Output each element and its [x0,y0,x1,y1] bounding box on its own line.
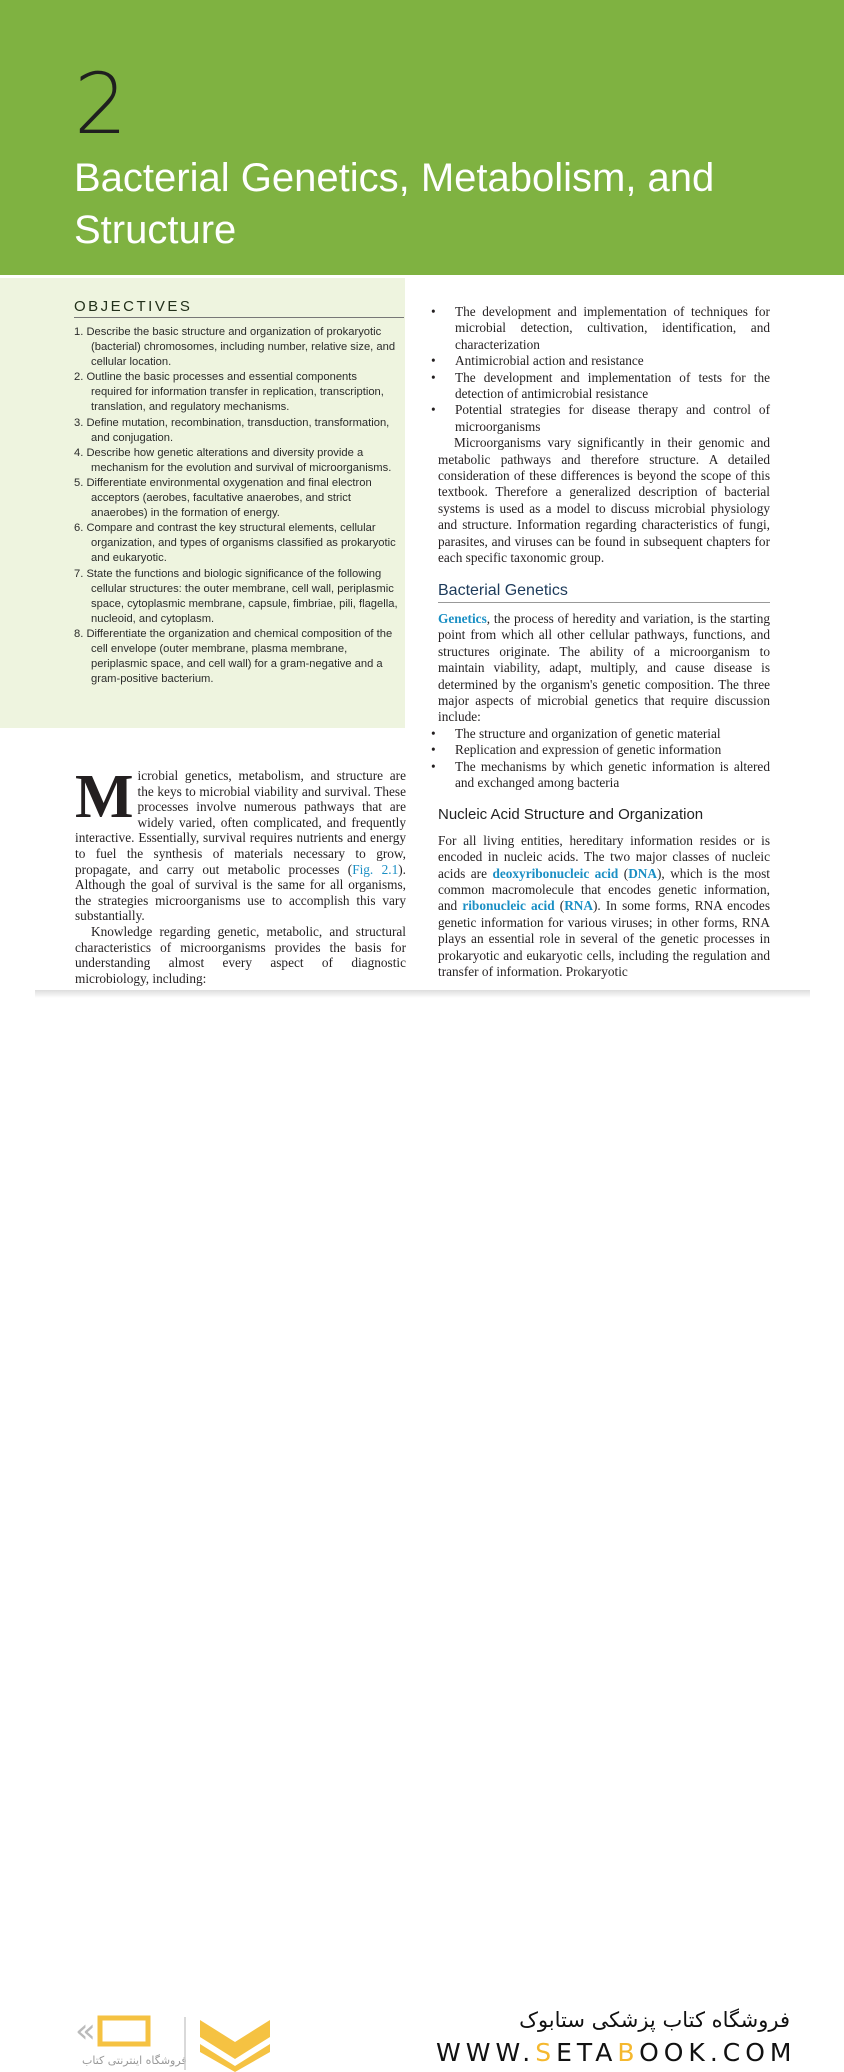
page-edge-shadow [35,990,810,998]
objective-item: 7. State the functions and biologic significance of the following cellular structures: the outer membrane, cell wall, periplasmic space, cytoplasmic membrane, capsule, fimbriae, pili, flagella, nucleoid, and cytoplasm. [74,567,398,625]
left-column [75,763,406,986]
objective-item: 1. Describe the basic structure and organization of prokaryotic (bacterial) chromosomes, including number, relative size, and cellular location. [74,326,396,369]
chapter-title: Bacterial Genetics, Metabolism, and Structure [74,156,715,252]
keyword-rna[interactable]: ribonucleic acid [462,898,555,914]
text: , the process of heredity and variation, is the starting point from which all other cellular pathways, functions, and structures originate. The ability of a microorganism to maintain viability, adapt, multiply, and cause disease is determined by the organism's genetic composition. The three major aspects of microbial genetics that require discussion include: [438,610,770,725]
svg-text:«: « [75,2012,96,2051]
list-item: • The mechanisms by which genetic information is altered and exchanged among bacteria [438,759,770,792]
store-url[interactable] [436,2038,796,2067]
list-item: • The structure and organization of genetic material [438,726,770,742]
right-column [438,304,770,980]
watermark-footer [0,998,844,2067]
text: ). In some forms, RNA encodes genetic information for various viruses; in other forms, RNA plays an essential role in several of the genetic processes in prokaryotic and eukaryotic cells, including the regulation and transfer of information. Prokaryotic [438,898,771,980]
url-part: ETA [556,2038,618,2067]
store-name: فروشگاه کتاب پزشکی ستابوک [519,2008,790,2032]
bullet-list [438,726,770,792]
list-item: • Potential strategies for disease therapy and control of microorganisms [438,402,770,435]
intro-paragraph [75,763,406,924]
text: For all living entities, hereditary information resides or is encoded in nucleic acids. The two major classes of nucleic acids are [438,832,770,881]
subsection-heading: Nucleic Acid Structure and Organization [438,806,704,824]
list-item: • Replication and expression of genetic information [438,742,770,758]
list-item: • Antimicrobial action and resistance [438,353,770,369]
abbr-rna: RNA [564,898,593,914]
objective-item: 3. Define mutation, recombination, transduction, transformation, and conjugation. [74,416,390,444]
text: ), which is the most common macromolecule that encodes genetic information, and [438,865,770,914]
chapter-number: 2 [74,55,128,153]
paragraph: Microorganisms vary significantly in their genomic and metabolic pathways and therefore structure. A detailed consideration of these differences is beyond the scope of this textbook. Therefore a generalized description of bacterial systems is used as a model to discuss microbial physiology and structure. Information regarding characteristics of fungi, parasites, and viruses can be found in subsequent chapters for each specific taxonomic group. [438,435,770,566]
paragraph [438,611,770,726]
paragraph: For all living entities, hereditary information resides or is encoded in nucleic acids. The two major classes of nucleic acids are deoxyribonucleic acid (DNA), which is the most common macromolecule that encodes genetic information, and ribonucleic acid (RNA). In some forms, RNA encodes genetic information for various viruses; in other forms, RNA plays an essential role in several of the genetic processes in prokaryotic and eukaryotic cells, including the regulation and transfer of information. Prokaryotic [438,832,771,980]
paragraph: Knowledge regarding genetic, metabolic, and structural characteristics of microorganisms provides the basis for understanding almost every aspect of diagnostic microbiology, including: [75,923,406,986]
chapter-header [0,0,844,275]
drop-cap: M [75,763,134,831]
bullet-list [438,304,770,435]
text: ). Although the goal of survival is the same for all organisms, the strategies microorganisms use to accomplish this vary substantially. [75,861,406,924]
objective-item: 2. Outline the basic processes and essential components required for information transfer in replication, transcription, translation, and regulatory mechanisms. [74,371,384,414]
objective-item: 8. Differentiate the organization and chemical composition of the cell envelope (outer membrane, plasma membrane, periplasmic space, and cell wall) for a gram-negative and a gram-positive bacterium. [74,627,393,686]
url-part: OOK.COM [639,2038,797,2067]
objectives-list [74,325,399,687]
list-item: • The development and implementation of techniques for microbial detection, cultivation, identification, and characterization [438,304,770,353]
url-part: B [617,2038,640,2067]
objective-item: 4. Describe how genetic alterations and diversity provide a mechanism for the evolution and survival of microorganisms. [74,446,392,474]
url-part: WWW. [436,2038,536,2067]
objectives-heading: OBJECTIVES [74,298,404,318]
url-part: S [535,2038,557,2067]
keyword-dna[interactable]: deoxyribonucleic acid [492,865,619,881]
objective-item: 6. Compare and contrast the key structural elements, cellular organization, and types of organisms classified as prokaryotic and eukaryotic. [74,522,396,565]
abbr-dna: DNA [628,865,657,881]
keyword-genetics[interactable]: Genetics [438,610,487,626]
text: icrobial genetics, metabolism, and structure are the keys to microbial viability and survival. These processes involve numerous pathways that are widely varied, often complicated, and frequently interactive. Essentially, survival requires nutrients and energy to fuel the synthesis of materials necessary to grow, propagate, and carry out metabolic processes ( [75,768,406,877]
svg-text:فروشگاه اینترنتی کتاب: فروشگاه اینترنتی کتاب [82,2054,187,2067]
setabook-logo-icon [70,2012,290,2072]
section-heading: Bacterial Genetics [438,583,770,603]
objective-item: 5. Differentiate environmental oxygenation and final electron acceptors (aerobes, facultative anaerobes, and strict anaerobes) in the formation of energy. [74,476,372,520]
figure-link[interactable]: Fig. 2.1 [352,861,399,877]
list-item: • The development and implementation of tests for the detection of antimicrobial resistance [438,370,770,403]
